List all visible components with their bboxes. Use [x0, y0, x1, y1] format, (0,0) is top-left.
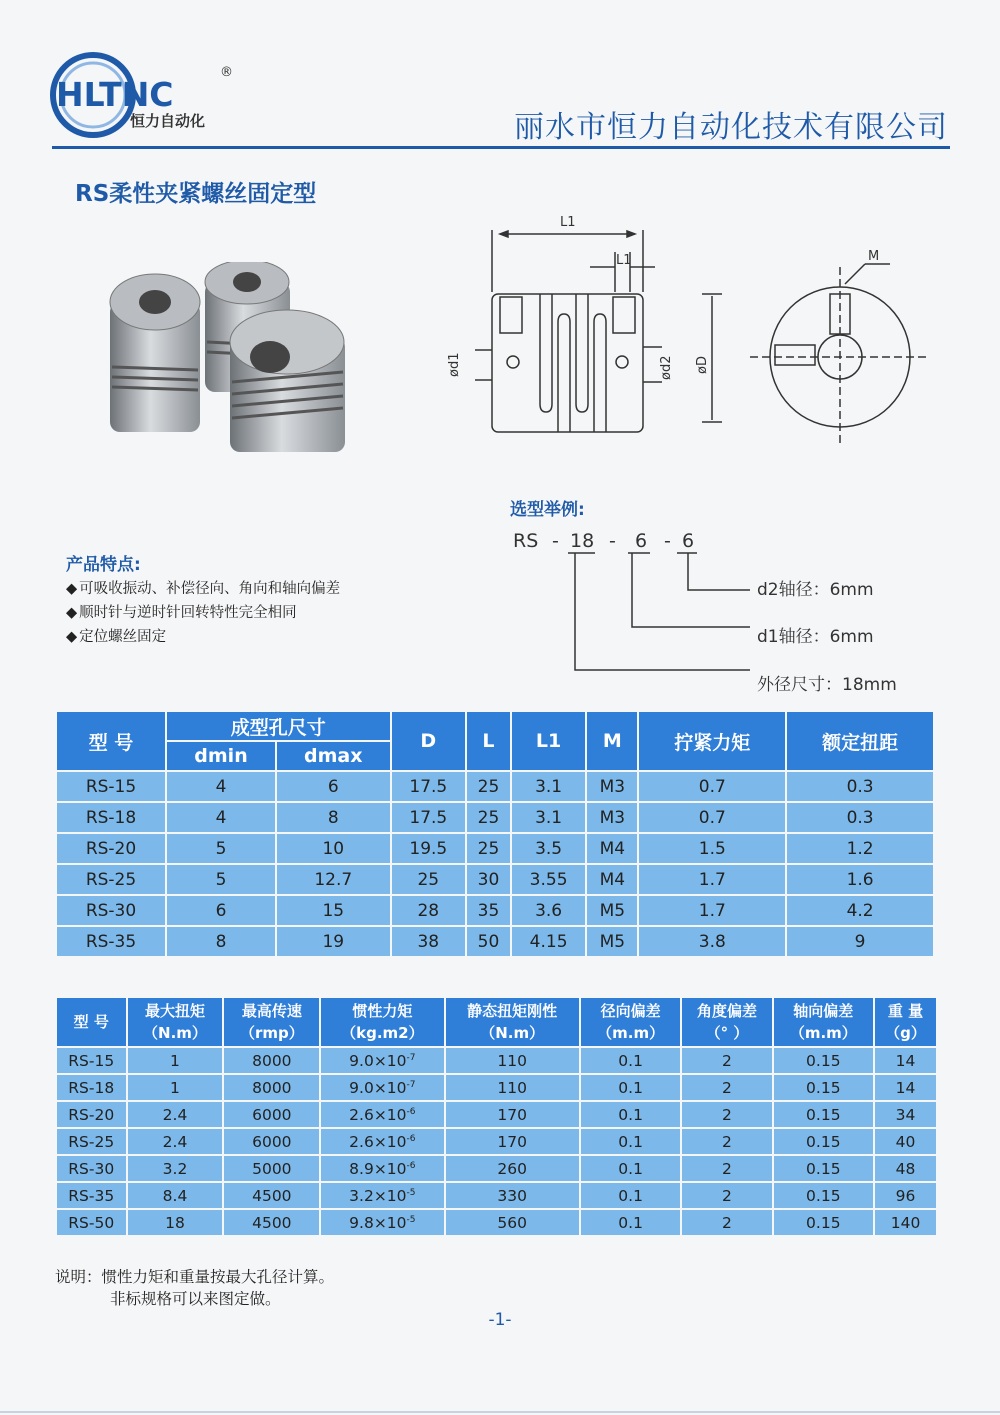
logo-subtext: 恒力自动化 [130, 112, 206, 130]
table-cell: RS-25 [56, 864, 166, 895]
column-header [223, 997, 320, 1047]
note-line-1: 说明：惯性力矩和重量按最大孔径计算。 [55, 1268, 335, 1286]
table-cell: 9 [786, 926, 934, 957]
table-cell: 4.2 [786, 895, 934, 926]
column-header [320, 997, 444, 1047]
header-unit: （g） [885, 1024, 926, 1042]
header-label: 静态扭矩刚性 [467, 1002, 558, 1020]
table-row [56, 926, 934, 957]
table-cell: 2 [681, 1101, 772, 1128]
dim-D: øD [695, 356, 710, 374]
code-d2: 6 [682, 530, 695, 552]
features-list [66, 577, 340, 649]
table-cell: 0.7 [638, 771, 786, 802]
hltnc-logo [48, 50, 248, 140]
inertia-exponent: -6 [406, 1106, 416, 1117]
table-row [56, 1209, 937, 1236]
table-cell: 1.2 [786, 833, 934, 864]
table-cell: 5 [166, 864, 276, 895]
table-cell: 1.5 [638, 833, 786, 864]
table-row [56, 771, 934, 802]
inertia-base: 9.0×10 [349, 1051, 407, 1070]
column-header [681, 997, 772, 1047]
table-cell: 8 [166, 926, 276, 957]
table-cell: 0.1 [580, 1128, 681, 1155]
inertia-exponent: -7 [406, 1079, 416, 1090]
footer-divider [0, 1411, 1000, 1413]
table-cell: 3.1 [511, 771, 587, 802]
table-cell: 25 [466, 802, 511, 833]
table-cell: 4 [166, 802, 276, 833]
table-cell: 0.15 [773, 1128, 874, 1155]
page-number: -1- [488, 1310, 512, 1330]
table-cell: 1 [127, 1047, 224, 1074]
table-cell: 330 [445, 1182, 580, 1209]
table-cell: 0.3 [786, 802, 934, 833]
table-cell: RS-25 [56, 1128, 127, 1155]
feature-item: ◆ 定位螺丝固定 [66, 625, 340, 649]
table-cell: 0.15 [773, 1074, 874, 1101]
table-cell: 2 [681, 1209, 772, 1236]
table-cell: 14 [874, 1074, 937, 1101]
table-cell: 34 [874, 1101, 937, 1128]
table-cell: 3.55 [511, 864, 587, 895]
table-cell: M3 [586, 771, 638, 802]
table-cell: 25 [391, 864, 467, 895]
inertia-base: 9.0×10 [349, 1078, 407, 1097]
table-cell: 25 [466, 833, 511, 864]
table-cell: 140 [874, 1209, 937, 1236]
header-unit: （kg.m2） [341, 1024, 424, 1042]
table-cell: 3.1 [511, 802, 587, 833]
inertia-exponent: -7 [406, 1052, 416, 1063]
table-cell: RS-30 [56, 895, 166, 926]
table-cell: 4500 [223, 1182, 320, 1209]
table-cell: 110 [445, 1047, 580, 1074]
table-cell: 15 [276, 895, 391, 926]
table-cell: 170 [445, 1128, 580, 1155]
table-cell: 50 [466, 926, 511, 957]
table-row [56, 895, 934, 926]
company-name: 丽水市恒力自动化技术有限公司 [514, 110, 948, 145]
inertia-cell [320, 1128, 444, 1155]
table-cell: 8000 [223, 1074, 320, 1101]
table-cell: 110 [445, 1074, 580, 1101]
header-label: 重 量 [887, 1002, 924, 1020]
table-cell: 6000 [223, 1101, 320, 1128]
table-cell: 17.5 [391, 771, 467, 802]
header-label: 径向偏差 [600, 1002, 661, 1020]
product-photo [100, 262, 350, 452]
table-cell: 2 [681, 1074, 772, 1101]
inertia-cell [320, 1047, 444, 1074]
header-label: 轴向偏差 [793, 1002, 854, 1020]
inertia-cell [320, 1101, 444, 1128]
logo-text: HLTNC [56, 75, 174, 114]
table-cell: 1.7 [638, 864, 786, 895]
table-cell: 0.1 [580, 1182, 681, 1209]
code-outer: 18 [570, 530, 595, 552]
table-cell: 40 [874, 1128, 937, 1155]
inertia-base: 2.6×10 [349, 1132, 407, 1151]
table-cell: 3.8 [638, 926, 786, 957]
table-row [56, 1128, 937, 1155]
spec-table-dimensions [55, 710, 935, 958]
table-cell: 0.15 [773, 1101, 874, 1128]
inertia-base: 9.8×10 [349, 1213, 407, 1232]
example-d1: d1轴径：6mm [757, 627, 874, 647]
inertia-exponent: -6 [406, 1160, 416, 1171]
table-cell: 5 [166, 833, 276, 864]
table-cell: 2.4 [127, 1128, 224, 1155]
inertia-base: 3.2×10 [349, 1186, 407, 1205]
table-cell: M4 [586, 864, 638, 895]
table-cell: M5 [586, 926, 638, 957]
header-divider [52, 146, 950, 149]
table-cell: 0.1 [580, 1101, 681, 1128]
header-unit: （N.m） [480, 1024, 545, 1042]
table-cell: 0.15 [773, 1209, 874, 1236]
svg-text:-: - [664, 530, 671, 552]
feature-item: ◆ 顺时针与逆时针回转特性完全相同 [66, 601, 340, 625]
column-header [127, 997, 224, 1047]
inertia-exponent: -5 [406, 1214, 416, 1225]
dim-d2: ød2 [659, 355, 674, 380]
table-cell: 4500 [223, 1209, 320, 1236]
table-cell: RS-30 [56, 1155, 127, 1182]
column-header [580, 997, 681, 1047]
table-cell: RS-15 [56, 1047, 127, 1074]
table-cell: 0.1 [580, 1209, 681, 1236]
header-unit: （° ） [705, 1024, 749, 1042]
table-cell: 28 [391, 895, 467, 926]
table-row [56, 1074, 937, 1101]
dim-L1-top: L1 [560, 215, 576, 230]
column-header [874, 997, 937, 1047]
table-row [56, 833, 934, 864]
features-title: 产品特点: [66, 555, 141, 575]
table-row [56, 864, 934, 895]
table-cell: 17.5 [391, 802, 467, 833]
table-cell: 3.5 [511, 833, 587, 864]
example-title: 选型举例: [510, 500, 585, 520]
table-cell: 2 [681, 1182, 772, 1209]
table-row [56, 1155, 937, 1182]
table-cell: RS-35 [56, 1182, 127, 1209]
column-header [56, 997, 127, 1047]
table-cell: 6 [166, 895, 276, 926]
table-cell: RS-35 [56, 926, 166, 957]
note-line-2: 非标规格可以来图定做。 [110, 1290, 281, 1308]
code-d1: 6 [635, 530, 648, 552]
col-rated-torque: 额定扭距 [786, 711, 934, 771]
table-cell: 5000 [223, 1155, 320, 1182]
table-row [56, 1047, 937, 1074]
example-outer: 外径尺寸：18mm [757, 675, 897, 695]
header-unit: （m.m） [789, 1024, 857, 1042]
inertia-base: 8.9×10 [349, 1159, 407, 1178]
table-cell: 96 [874, 1182, 937, 1209]
table-cell: 0.1 [580, 1074, 681, 1101]
table-cell: 2.4 [127, 1101, 224, 1128]
table-cell: 6000 [223, 1128, 320, 1155]
table-cell: 2 [681, 1128, 772, 1155]
dim-M: M [868, 249, 880, 264]
table-cell: 1.7 [638, 895, 786, 926]
table-cell: 0.15 [773, 1155, 874, 1182]
table-cell: 3.2 [127, 1155, 224, 1182]
table-cell: RS-18 [56, 802, 166, 833]
table-cell: 0.3 [786, 771, 934, 802]
table-cell: 0.15 [773, 1182, 874, 1209]
col-tightening-torque: 拧紧力矩 [638, 711, 786, 771]
table-row [56, 802, 934, 833]
technical-drawing [440, 212, 960, 447]
dim-L1-inner: L1 [616, 253, 632, 268]
table-cell: 48 [874, 1155, 937, 1182]
note [55, 1266, 334, 1310]
table-cell: RS-20 [56, 1101, 127, 1128]
inertia-cell [320, 1209, 444, 1236]
table-cell: RS-18 [56, 1074, 127, 1101]
dim-d1: ød1 [447, 352, 462, 377]
table-cell: 14 [874, 1047, 937, 1074]
table-cell: 8 [276, 802, 391, 833]
col-D: D [391, 711, 467, 771]
table-cell: M3 [586, 802, 638, 833]
table-cell: 560 [445, 1209, 580, 1236]
selection-example [505, 520, 955, 700]
table-row [56, 1101, 937, 1128]
header-label: 惯性力矩 [352, 1002, 413, 1020]
registered-mark: ® [220, 65, 233, 80]
table-cell: M4 [586, 833, 638, 864]
col-dmin: dmin [166, 741, 276, 771]
inertia-cell [320, 1074, 444, 1101]
table-cell: 1.6 [786, 864, 934, 895]
table-cell: 4 [166, 771, 276, 802]
header-label: 最大扭矩 [144, 1002, 205, 1020]
table-cell: 170 [445, 1101, 580, 1128]
table-cell: 25 [466, 771, 511, 802]
svg-text:-: - [552, 530, 559, 552]
table-cell: 0.1 [580, 1047, 681, 1074]
header-label: 最高传速 [241, 1002, 302, 1020]
table-cell: 35 [466, 895, 511, 926]
header [0, 0, 1000, 150]
inertia-cell [320, 1182, 444, 1209]
table-cell: 1 [127, 1074, 224, 1101]
table-cell: 19 [276, 926, 391, 957]
table-cell: 0.15 [773, 1047, 874, 1074]
table-cell: 19.5 [391, 833, 467, 864]
table-cell: RS-20 [56, 833, 166, 864]
col-dmax: dmax [276, 741, 391, 771]
header-unit: （m.m） [597, 1024, 665, 1042]
product-title: RS柔性夹紧螺丝固定型 [75, 181, 317, 207]
table-cell: 4.15 [511, 926, 587, 957]
spec-table-performance [55, 996, 938, 1237]
column-header [773, 997, 874, 1047]
table-cell: 2 [681, 1155, 772, 1182]
table-cell: 18 [127, 1209, 224, 1236]
table-cell: 2 [681, 1047, 772, 1074]
table-cell: 8.4 [127, 1182, 224, 1209]
inertia-cell [320, 1155, 444, 1182]
table-cell: 12.7 [276, 864, 391, 895]
col-M: M [586, 711, 638, 771]
table-cell: 260 [445, 1155, 580, 1182]
col-L: L [466, 711, 511, 771]
table-row [56, 1182, 937, 1209]
code-rs: RS [513, 530, 539, 552]
table-cell: 0.1 [580, 1155, 681, 1182]
column-header [445, 997, 580, 1047]
feature-item: ◆ 可吸收振动、补偿径向、角向和轴向偏差 [66, 577, 340, 601]
table-cell: 3.6 [511, 895, 587, 926]
table-cell: M5 [586, 895, 638, 926]
col-model: 型 号 [56, 711, 166, 771]
header-unit: （rmp） [239, 1024, 304, 1042]
col-hole-size: 成型孔尺寸 [166, 711, 391, 741]
header-label: 角度偏差 [696, 1002, 757, 1020]
svg-text:-: - [609, 530, 616, 552]
table-cell: RS-50 [56, 1209, 127, 1236]
inertia-base: 2.6×10 [349, 1105, 407, 1124]
inertia-exponent: -5 [406, 1187, 416, 1198]
table-cell: 30 [466, 864, 511, 895]
table-cell: 0.7 [638, 802, 786, 833]
table-cell: 10 [276, 833, 391, 864]
header-unit: （N.m） [143, 1024, 207, 1042]
header-label: 型 号 [73, 1013, 109, 1031]
table-cell: 38 [391, 926, 467, 957]
col-L1: L1 [511, 711, 587, 771]
inertia-exponent: -6 [406, 1133, 416, 1144]
example-d2: d2轴径：6mm [757, 580, 874, 600]
table-cell: 8000 [223, 1047, 320, 1074]
table-cell: 6 [276, 771, 391, 802]
table-cell: RS-15 [56, 771, 166, 802]
